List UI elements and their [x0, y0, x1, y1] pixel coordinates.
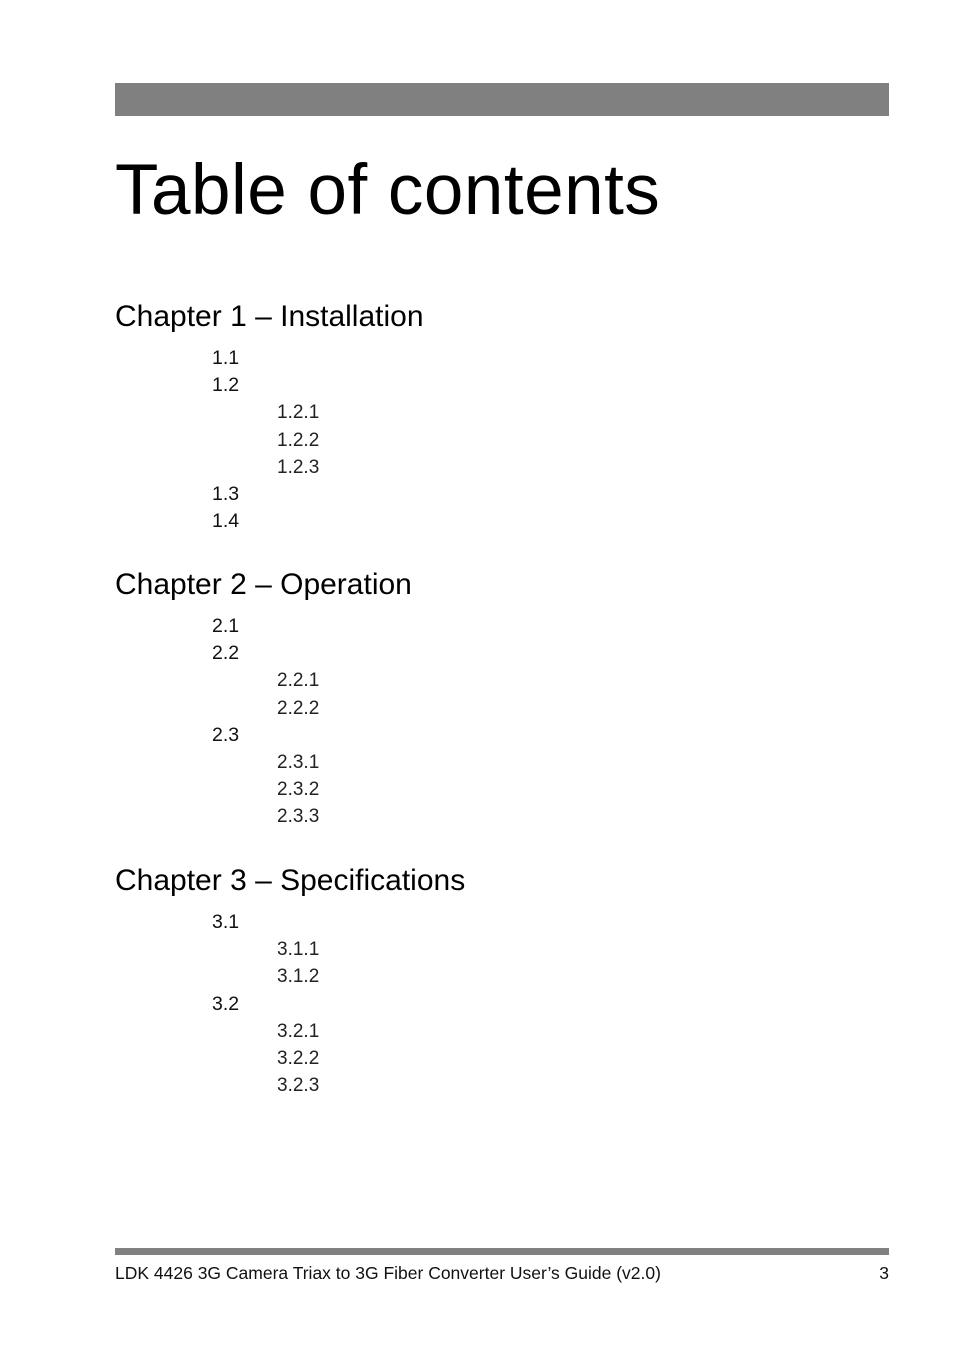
- entry-number: 1.1: [212, 347, 240, 369]
- toc-subentry[interactable]: [115, 1018, 889, 1045]
- footer-rule: [115, 1248, 889, 1255]
- toc-subentry[interactable]: [115, 695, 889, 722]
- toc-entry[interactable]: [115, 372, 889, 399]
- entry-number: 1.2.2: [277, 429, 320, 451]
- toc-entry[interactable]: [115, 640, 889, 667]
- toc-subentry[interactable]: [115, 936, 889, 963]
- toc-subentry[interactable]: [115, 1045, 889, 1072]
- entry-number: 1.4: [212, 510, 240, 533]
- chapter-3: [115, 861, 889, 1099]
- toc-subentry[interactable]: [115, 1072, 889, 1099]
- entry-number: 3.1.2: [277, 966, 320, 988]
- entry-number: 1.2.1: [277, 402, 320, 424]
- entry-number: 3.2.1: [277, 1020, 320, 1042]
- chapter-entries: [115, 909, 889, 1099]
- entry-number: 2.3.3: [277, 806, 320, 828]
- toc-entry[interactable]: [115, 722, 889, 749]
- entry-number: 2.3.1: [277, 751, 320, 773]
- toc-entry[interactable]: [115, 991, 889, 1018]
- header-rule: [115, 83, 889, 116]
- toc-entry[interactable]: [115, 613, 889, 640]
- entry-number: 3.2.3: [277, 1075, 320, 1097]
- toc-entry[interactable]: [115, 909, 889, 936]
- toc-subentry[interactable]: [115, 749, 889, 776]
- toc-subentry[interactable]: [115, 963, 889, 990]
- entry-number: 2.3.2: [277, 779, 320, 801]
- entry-number: 3.1.1: [277, 939, 320, 961]
- entry-number: 2.2.2: [277, 697, 320, 719]
- entry-number: 3.2: [212, 992, 240, 1015]
- toc-entry[interactable]: [115, 345, 889, 372]
- chapter-entries: [115, 345, 889, 535]
- entry-number: 2.3: [212, 723, 240, 746]
- entry-number: 3.1: [212, 911, 240, 933]
- entry-number: 1.2: [212, 374, 240, 397]
- entry-number: 1.2.3: [277, 456, 320, 478]
- chapter-title: Chapter 1 – Installation: [115, 300, 424, 333]
- toc-subentry[interactable]: [115, 776, 889, 803]
- entry-number: 3.2.2: [277, 1047, 320, 1069]
- chapter-entries: [115, 613, 889, 831]
- toc-subentry[interactable]: [115, 803, 889, 830]
- toc-subentry[interactable]: [115, 454, 889, 481]
- chapter-title: Chapter 2 – Operation: [115, 568, 412, 601]
- entry-number: 2.1: [212, 615, 240, 637]
- entry-number: 1.3: [212, 482, 240, 505]
- page-title: Table of contents: [115, 151, 661, 230]
- chapter-1: [115, 297, 889, 535]
- footer-page-number: 3: [879, 1263, 889, 1283]
- toc-entry[interactable]: [115, 508, 889, 535]
- entry-number: 2.2.1: [277, 670, 320, 692]
- toc-entry[interactable]: [115, 481, 889, 508]
- toc-subentry[interactable]: [115, 667, 889, 694]
- chapter-2: [115, 565, 889, 831]
- toc-subentry[interactable]: [115, 427, 889, 454]
- footer-document-title: LDK 4426 3G Camera Triax to 3G Fiber Converter User’s Guide (v2.0): [115, 1263, 661, 1283]
- toc-subentry[interactable]: [115, 399, 889, 426]
- entry-number: 2.2: [212, 642, 240, 665]
- chapter-title: Chapter 3 – Specifications: [115, 864, 466, 897]
